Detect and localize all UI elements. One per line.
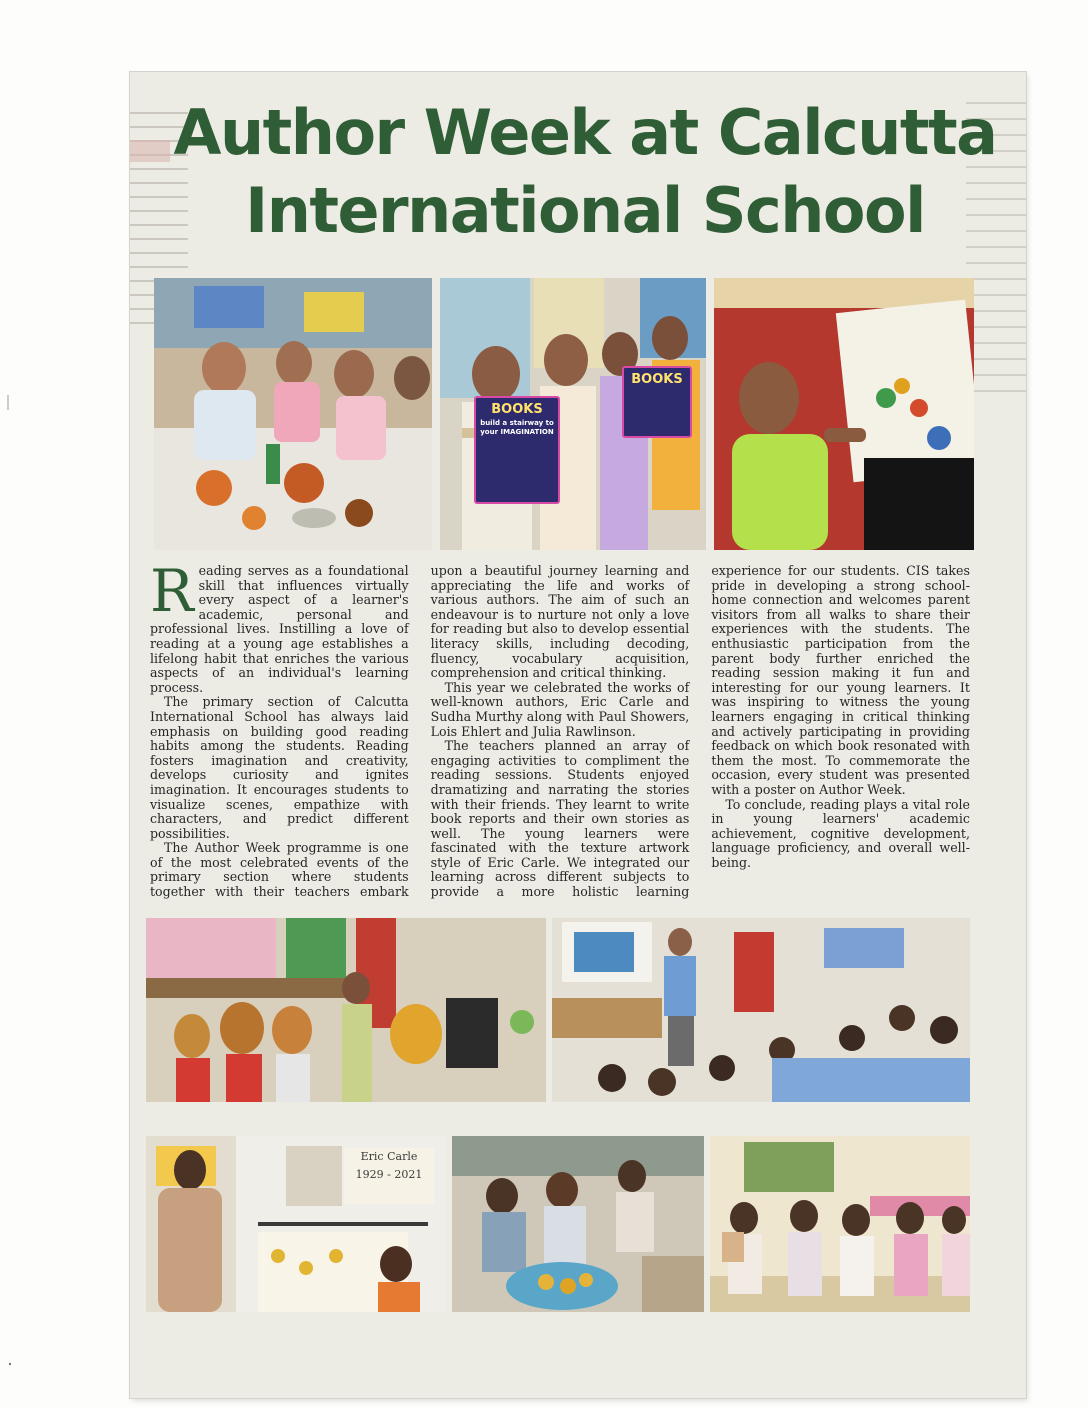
paragraph-4: This year we celebrated the works of well-known authors, Eric Carle and Sudha Murthy along with Paul Showers, Lois Ehlert and Julia Rawlinson. (430, 679, 690, 739)
paragraph-5: The teachers planned an array of engaging activities to compliment the reading sessions. Students enjoyed dramatizing and narrating the stories with their friends. They learnt to write book reports and their own stories as well. The young learners were fascinated with the texture artwork style of Eric Carle. We integrated our learning across different subjects to provide a more holistic learning experience for our students. CIS takes pride in developing a strong school-home connection and welcomes parent visitors from all walks to share their experiences with the students. The enthusiastic participation from the parent body further enriched the reading session making it fun and interesting for our young learners. It was inspiring to witness the young learners engaging in critical thinking and actively participating in providing feedback on which book resonated with them the most. To commemorate the occasion, every student was presented with a poster on Author Week. (430, 563, 970, 900)
paragraph-2: The primary section of Calcutta International School has always laid emphasis on building good reading habits among the students. Reading fosters imagination and creativity, develops curiosity and ignites imagination. It encourages students to visualize scenes, empathize with characters, and predict different possibilities. (150, 694, 409, 841)
paragraph-1-text: eading serves as a foundational skill that influences virtually every aspect of a learner's academic, personal and professional lives. Instilling a love of reading at a young age establishes a lifelong habit that enriches the various aspects of an individual's learning process. (150, 563, 409, 695)
paragraph-6: To conclude, reading plays a vital role in young learners' academic achievement, cognitive development, language proficiency, and overall well-being. (711, 796, 970, 870)
photo-book-posters (440, 278, 706, 550)
headline-line-2: International School (245, 174, 925, 247)
headline-line-1: Author Week at Calcutta (173, 96, 997, 169)
paragraph-3: The Author Week programme is one of the most celebrated events of the primary section where students together with their teachers embark upon a beautiful journey learning and appreciating the life and works of various authors. The aim of such an endeavour is to nurture not only a love for reading but also to develop essential literacy skills, including decoding, fluency, vocabulary acquisition, comprehension and critical thinking. (150, 563, 690, 900)
poster-title-2: BOOKS (631, 372, 683, 387)
photo-character-masks (146, 918, 546, 1102)
carle-name: Eric Carle (360, 1150, 418, 1163)
books-poster (474, 396, 560, 504)
poster-title: BOOKS (491, 402, 543, 417)
poster-text: build a stairway to your IMAGINATION (480, 419, 554, 436)
article-body (150, 557, 970, 904)
paragraph-1 (150, 557, 409, 695)
photo-clay-activity (154, 278, 432, 550)
photo-students-with-books (710, 1136, 970, 1312)
photo-eric-carle-board (146, 1136, 446, 1312)
books-poster-2 (622, 366, 692, 438)
article-headline (160, 94, 1010, 250)
photo-parent-reading-session (552, 918, 970, 1102)
photo-texture-art-activity (452, 1136, 704, 1312)
eric-carle-sign (344, 1148, 434, 1204)
carle-years: 1929 - 2021 (355, 1168, 423, 1181)
newspaper-page (130, 72, 1026, 1398)
photo-drawing-board (714, 278, 974, 550)
drop-cap: R (150, 557, 194, 625)
